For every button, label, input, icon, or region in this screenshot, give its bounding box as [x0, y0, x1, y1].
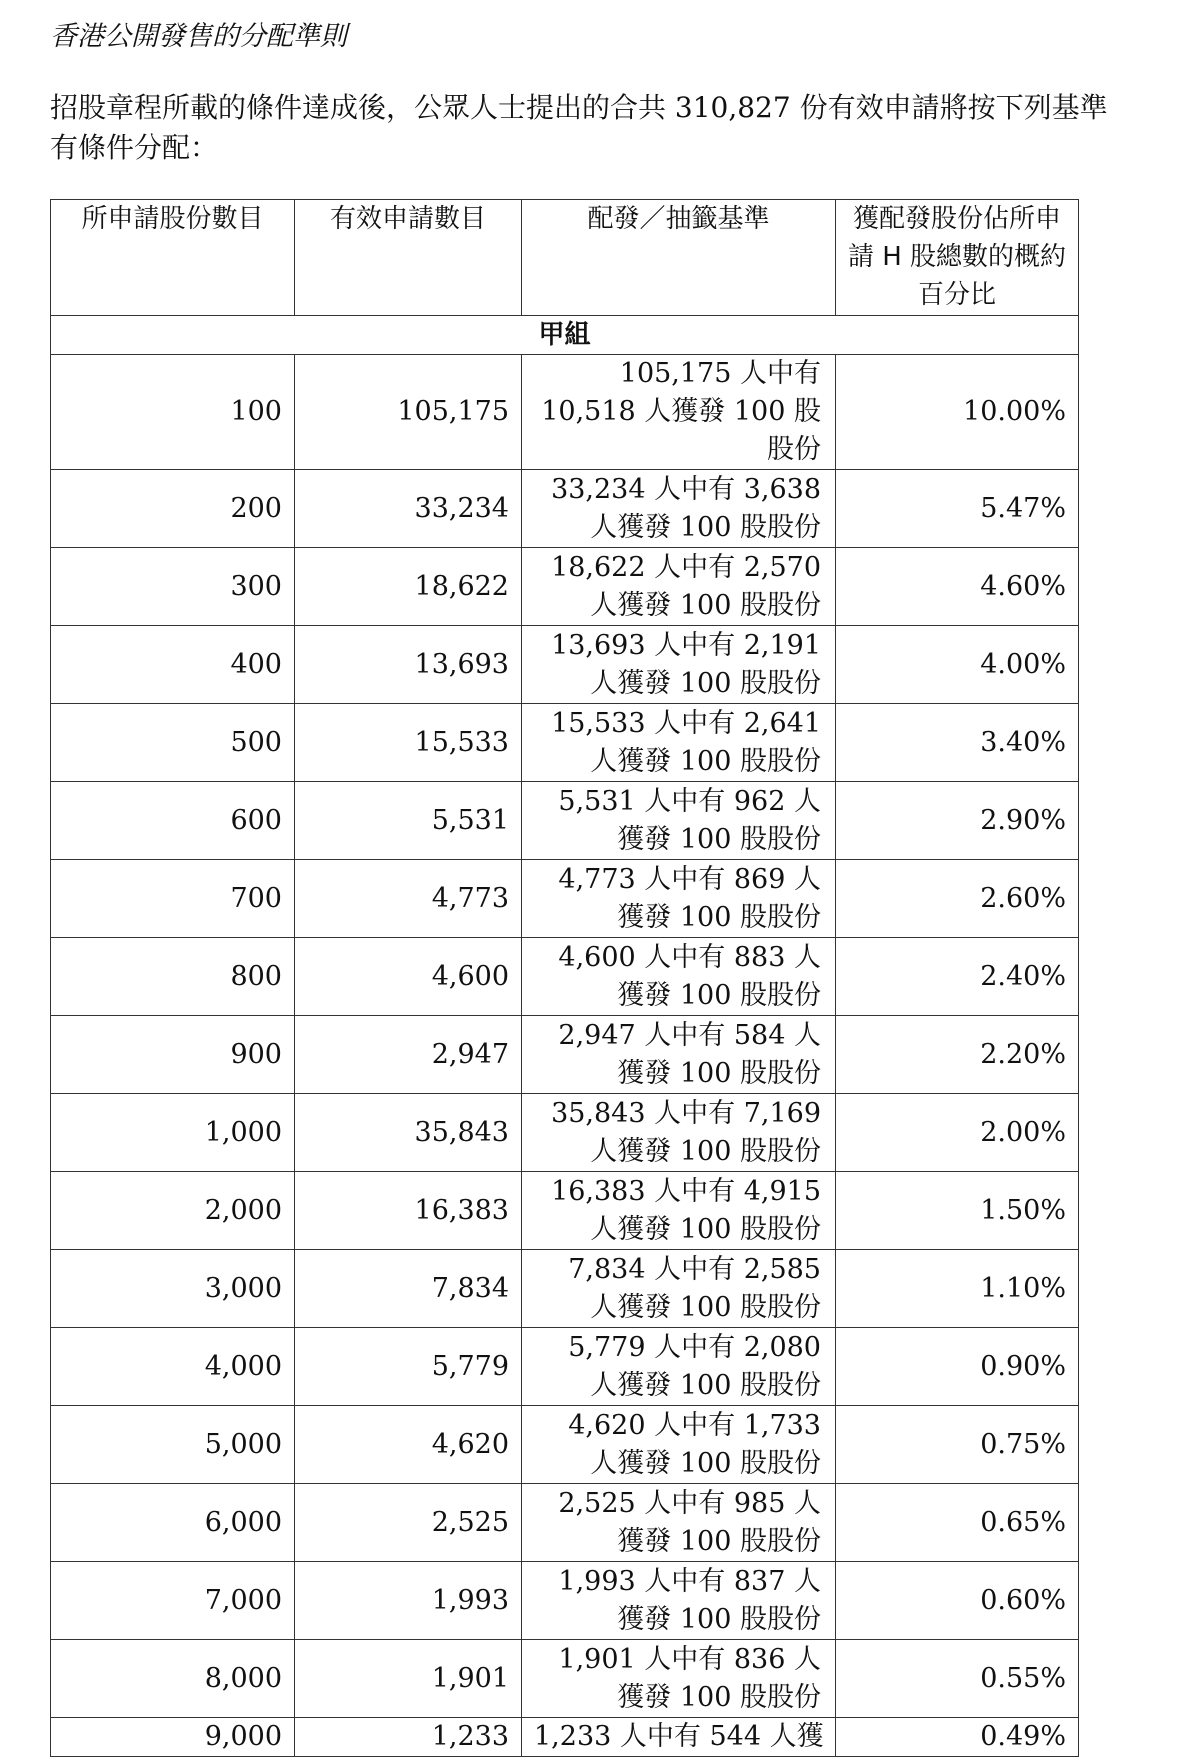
cell-shares-applied: 3,000 — [51, 1250, 295, 1328]
allocation-table — [50, 199, 1079, 1757]
cell-percentage: 4.00% — [836, 626, 1079, 704]
cell-shares-applied: 6,000 — [51, 1484, 295, 1562]
cell-allocation-basis: 1,993 人中有 837 人獲發 100 股股份 — [522, 1562, 836, 1640]
cell-shares-applied: 2,000 — [51, 1172, 295, 1250]
header-valid-applications: 有效申請數目 — [295, 200, 522, 316]
cell-valid-applications: 1,901 — [295, 1640, 522, 1718]
cell-allocation-basis: 4,620 人中有 1,733 人獲發 100 股股份 — [522, 1406, 836, 1484]
table-row — [51, 355, 1079, 470]
header-shares-applied: 所申請股份數目 — [51, 200, 295, 316]
cell-allocation-basis: 4,600 人中有 883 人獲發 100 股股份 — [522, 938, 836, 1016]
group-label: 甲組 — [51, 316, 1079, 355]
cell-shares-applied: 700 — [51, 860, 295, 938]
cell-valid-applications: 33,234 — [295, 470, 522, 548]
cell-percentage: 5.47% — [836, 470, 1079, 548]
cell-percentage: 10.00% — [836, 355, 1079, 470]
cell-allocation-basis: 1,901 人中有 836 人獲發 100 股股份 — [522, 1640, 836, 1718]
cell-valid-applications: 18,622 — [295, 548, 522, 626]
cell-allocation-basis: 7,834 人中有 2,585 人獲發 100 股股份 — [522, 1250, 836, 1328]
table-row — [51, 1718, 1079, 1757]
cell-valid-applications: 1,993 — [295, 1562, 522, 1640]
cell-shares-applied: 4,000 — [51, 1328, 295, 1406]
table-row — [51, 626, 1079, 704]
cell-allocation-basis: 2,525 人中有 985 人獲發 100 股股份 — [522, 1484, 836, 1562]
cell-allocation-basis: 13,693 人中有 2,191 人獲發 100 股股份 — [522, 626, 836, 704]
cell-shares-applied: 1,000 — [51, 1094, 295, 1172]
cell-valid-applications: 7,834 — [295, 1250, 522, 1328]
cell-percentage: 0.65% — [836, 1484, 1079, 1562]
table-row — [51, 860, 1079, 938]
cell-allocation-basis: 33,234 人中有 3,638 人獲發 100 股股份 — [522, 470, 836, 548]
header-row — [51, 200, 1079, 316]
cell-shares-applied: 100 — [51, 355, 295, 470]
cell-valid-applications: 2,525 — [295, 1484, 522, 1562]
cell-percentage: 1.50% — [836, 1172, 1079, 1250]
cell-allocation-basis: 15,533 人中有 2,641 人獲發 100 股股份 — [522, 704, 836, 782]
table-row — [51, 1406, 1079, 1484]
cell-allocation-basis: 1,233 人中有 544 人獲 — [522, 1718, 836, 1757]
cell-allocation-basis: 35,843 人中有 7,169 人獲發 100 股股份 — [522, 1094, 836, 1172]
table-row — [51, 1562, 1079, 1640]
cell-shares-applied: 7,000 — [51, 1562, 295, 1640]
cell-valid-applications: 1,233 — [295, 1718, 522, 1757]
cell-allocation-basis: 18,622 人中有 2,570 人獲發 100 股股份 — [522, 548, 836, 626]
table-row — [51, 782, 1079, 860]
cell-percentage: 2.40% — [836, 938, 1079, 1016]
cell-allocation-basis: 4,773 人中有 869 人獲發 100 股股份 — [522, 860, 836, 938]
cell-percentage: 3.40% — [836, 704, 1079, 782]
cell-percentage: 0.55% — [836, 1640, 1079, 1718]
cell-percentage: 2.20% — [836, 1016, 1079, 1094]
cell-shares-applied: 500 — [51, 704, 295, 782]
cell-shares-applied: 8,000 — [51, 1640, 295, 1718]
table-row — [51, 1172, 1079, 1250]
cell-shares-applied: 5,000 — [51, 1406, 295, 1484]
cell-valid-applications: 2,947 — [295, 1016, 522, 1094]
cell-percentage: 2.60% — [836, 860, 1079, 938]
table-row — [51, 1484, 1079, 1562]
cell-allocation-basis: 5,531 人中有 962 人獲發 100 股股份 — [522, 782, 836, 860]
cell-percentage: 1.10% — [836, 1250, 1079, 1328]
intro-paragraph: 招股章程所載的條件達成後，公眾人士提出的合共 310,827 份有效申請將按下列基準有條件分配： — [50, 91, 1108, 164]
table-row — [51, 1250, 1079, 1328]
cell-percentage: 0.90% — [836, 1328, 1079, 1406]
cell-allocation-basis: 2,947 人中有 584 人獲發 100 股股份 — [522, 1016, 836, 1094]
cell-shares-applied: 600 — [51, 782, 295, 860]
table-row — [51, 470, 1079, 548]
group-row — [51, 316, 1079, 355]
cell-valid-applications: 15,533 — [295, 704, 522, 782]
cell-percentage: 0.49% — [836, 1718, 1079, 1757]
cell-shares-applied: 400 — [51, 626, 295, 704]
cell-allocation-basis: 16,383 人中有 4,915 人獲發 100 股股份 — [522, 1172, 836, 1250]
cell-valid-applications: 4,620 — [295, 1406, 522, 1484]
cell-valid-applications: 4,773 — [295, 860, 522, 938]
cell-shares-applied: 9,000 — [51, 1718, 295, 1757]
cell-valid-applications: 4,600 — [295, 938, 522, 1016]
header-allocation-basis: 配發／抽籤基準 — [522, 200, 836, 316]
cell-shares-applied: 200 — [51, 470, 295, 548]
section-title: 香港公開發售的分配準則 — [50, 21, 347, 52]
table-row — [51, 704, 1079, 782]
cell-valid-applications: 16,383 — [295, 1172, 522, 1250]
cell-shares-applied: 900 — [51, 1016, 295, 1094]
cell-shares-applied: 300 — [51, 548, 295, 626]
table-row — [51, 1328, 1079, 1406]
cell-percentage: 0.60% — [836, 1562, 1079, 1640]
cell-shares-applied: 800 — [51, 938, 295, 1016]
cell-percentage: 2.90% — [836, 782, 1079, 860]
table-body — [51, 316, 1079, 1757]
cell-valid-applications: 5,779 — [295, 1328, 522, 1406]
cell-valid-applications: 5,531 — [295, 782, 522, 860]
table-header — [51, 200, 1079, 316]
cell-allocation-basis: 105,175 人中有 10,518 人獲發 100 股股份 — [522, 355, 836, 470]
table-row — [51, 938, 1079, 1016]
cell-valid-applications: 35,843 — [295, 1094, 522, 1172]
table-row — [51, 1640, 1079, 1718]
cell-valid-applications: 13,693 — [295, 626, 522, 704]
table-row — [51, 1016, 1079, 1094]
cell-percentage: 2.00% — [836, 1094, 1079, 1172]
cell-valid-applications: 105,175 — [295, 355, 522, 470]
table-row — [51, 548, 1079, 626]
cell-percentage: 4.60% — [836, 548, 1079, 626]
cell-percentage: 0.75% — [836, 1406, 1079, 1484]
header-percentage: 獲配發股份佔所申請 H 股總數的概約百分比 — [836, 200, 1079, 316]
table-row — [51, 1094, 1079, 1172]
cell-allocation-basis: 5,779 人中有 2,080 人獲發 100 股股份 — [522, 1328, 836, 1406]
